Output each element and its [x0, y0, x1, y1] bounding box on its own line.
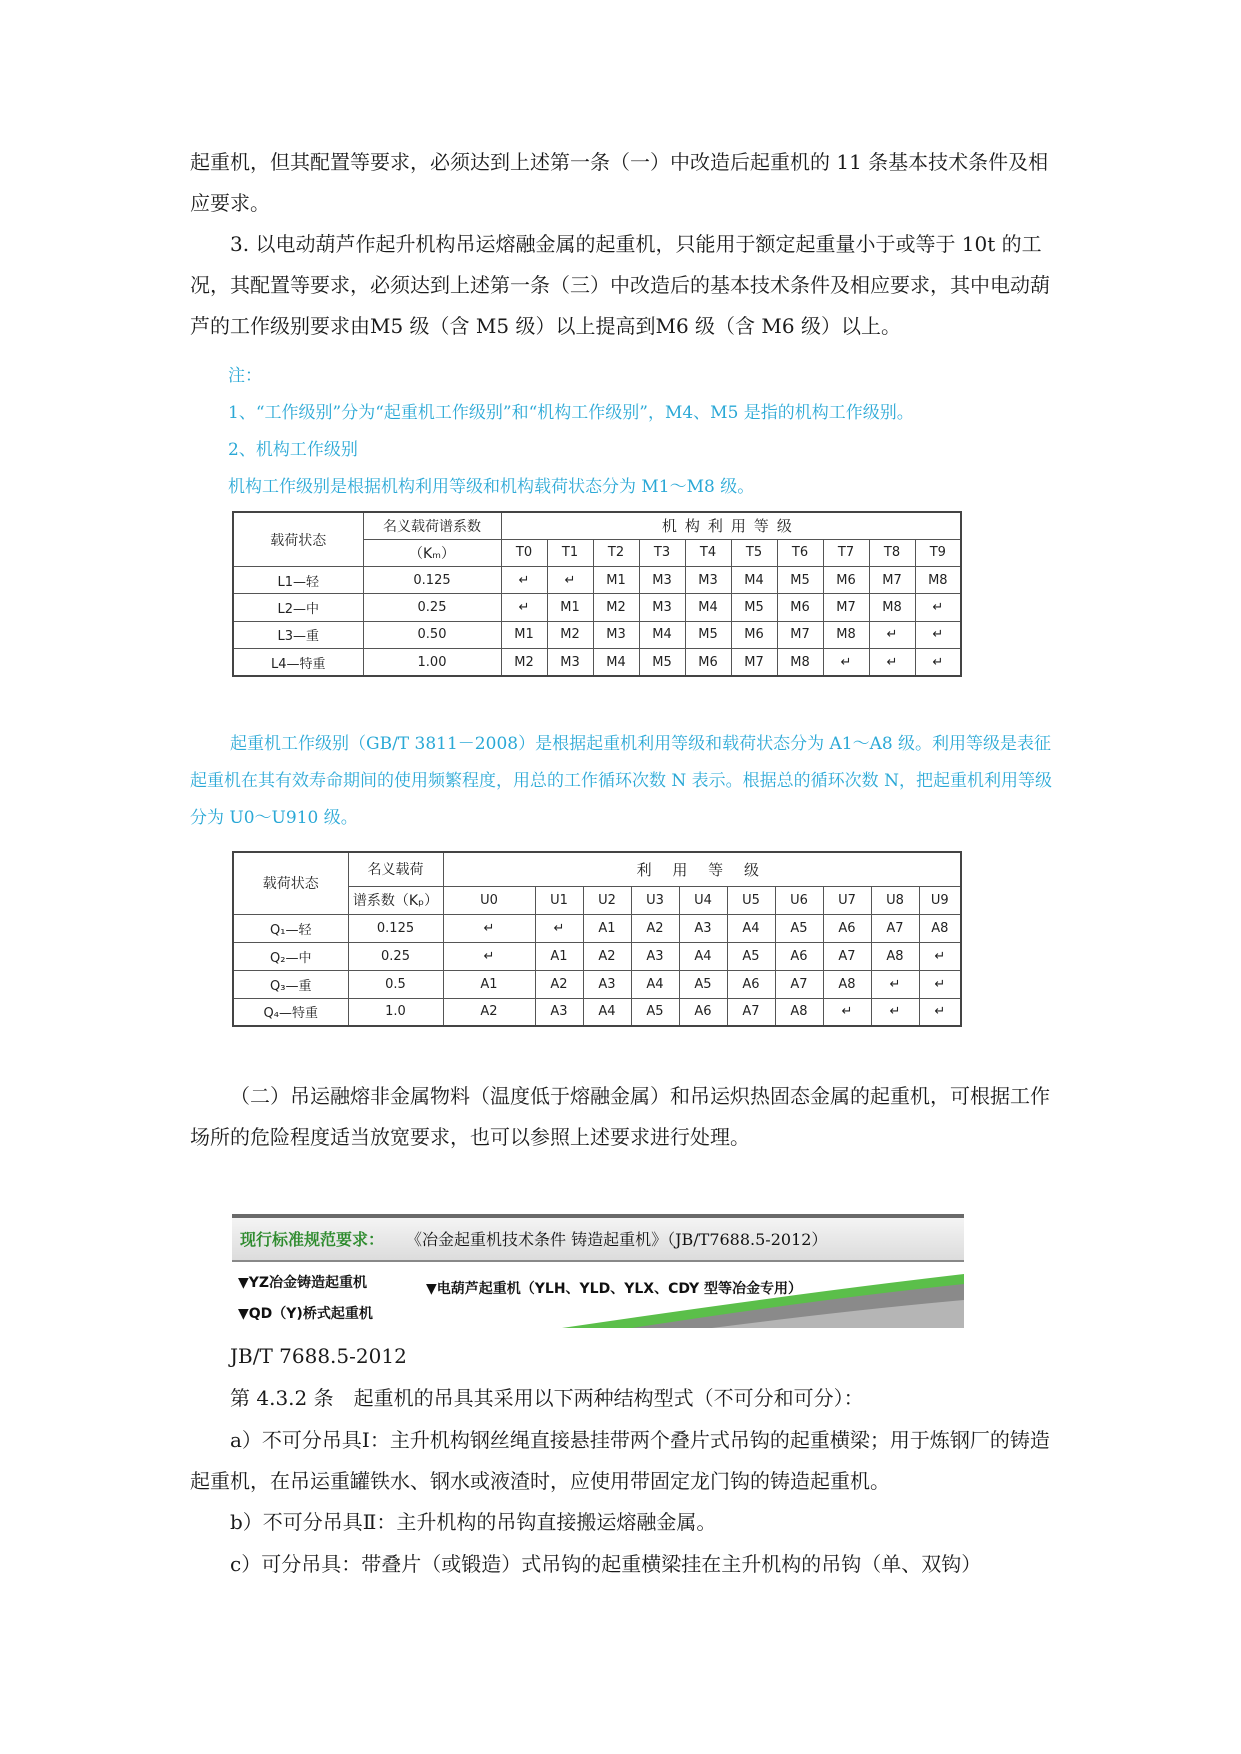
row-state: L4—特重 — [233, 649, 363, 676]
row-state: Q₃—重 — [233, 970, 348, 998]
standard-banner — [232, 1214, 964, 1328]
row-coef: 1.00 — [363, 649, 501, 676]
crane-class-text: 起重机工作级别（GB/T 3811－2008）是根据起重机利用等级和载荷状态分为 A1～A8 级。利用等级是表征起重机在其有效寿命期间的使用频繁程度，用总的工作循环次数 N 表示。根据总的循环次数 N，把起重机利用等级分为 U0～U910 级。 — [190, 734, 1052, 828]
cell: A4 — [679, 942, 727, 970]
header-coef: 名义载荷谱系数 — [363, 512, 501, 539]
cell: ↵ — [871, 970, 919, 998]
cell: A5 — [775, 914, 823, 942]
row-state: L2—中 — [233, 594, 363, 621]
paragraph-section-2: （二）吊运融熔非金属物料（温度低于熔融金属）和吊运炽热固态金属的起重机，可根据工作场所的危险程度适当放宽要求，也可以参照上述要求进行处理。 — [190, 1084, 1050, 1149]
mechanism-class-table — [232, 511, 962, 677]
cell: M8 — [869, 594, 915, 621]
banner-title: 《冶金起重机技术条件 铸造起重机》（JB/T7688.5-2012） — [406, 1230, 828, 1249]
col-header: T4 — [685, 539, 731, 566]
col-header: U0 — [443, 886, 535, 914]
header-group: 利 用 等 级 — [443, 852, 961, 886]
cell: ↵ — [869, 621, 915, 648]
cell: ↵ — [919, 942, 961, 970]
banner-title-row — [232, 1218, 964, 1262]
table-row — [233, 621, 961, 648]
col-header: U5 — [727, 886, 775, 914]
col-header: U3 — [631, 886, 679, 914]
cell: ↵ — [915, 621, 961, 648]
col-header: T5 — [731, 539, 777, 566]
cell: A7 — [727, 998, 775, 1026]
cell: ↵ — [501, 594, 547, 621]
banner-item-qd: ▼QD（Y)桥式起重机 — [238, 1306, 373, 1322]
row-coef: 0.5 — [348, 970, 443, 998]
header-coef: 名义载荷 — [348, 852, 443, 886]
row-coef: 0.125 — [363, 567, 501, 594]
row-coef: 0.50 — [363, 621, 501, 648]
cell: ↵ — [823, 998, 871, 1026]
cell: ↵ — [915, 649, 961, 676]
col-header: T2 — [593, 539, 639, 566]
cell: ↵ — [869, 649, 915, 676]
cell: A2 — [535, 970, 583, 998]
cell: ↵ — [915, 594, 961, 621]
col-header: U9 — [919, 886, 961, 914]
cell: M7 — [731, 649, 777, 676]
table-row — [233, 567, 961, 594]
banner-item-hoist: ▼电葫芦起重机（YLH、YLD、YLX、CDY 型等冶金专用） — [426, 1281, 802, 1297]
cell: M5 — [777, 567, 823, 594]
standard-number: JB/T 7688.5-2012 — [230, 1344, 407, 1368]
cell: A7 — [775, 970, 823, 998]
row-coef: 0.25 — [348, 942, 443, 970]
note-2: 2、机构工作级别 — [228, 440, 358, 460]
header-coef-unit: 谱系数（Kₚ） — [348, 886, 443, 914]
cell: A8 — [775, 998, 823, 1026]
cell: A2 — [443, 998, 535, 1026]
cell: M8 — [823, 621, 869, 648]
cell: A4 — [727, 914, 775, 942]
col-header: U8 — [871, 886, 919, 914]
cell: M6 — [685, 649, 731, 676]
cell: ↵ — [547, 567, 593, 594]
header-coef-unit: （Kₘ） — [363, 539, 501, 566]
cell: M4 — [731, 567, 777, 594]
cell: A3 — [535, 998, 583, 1026]
cell: M4 — [685, 594, 731, 621]
cell: ↵ — [501, 567, 547, 594]
cell: M5 — [731, 594, 777, 621]
table-row — [233, 998, 961, 1026]
row-state: Q₂—中 — [233, 942, 348, 970]
banner-item-yz: ▼YZ冶金铸造起重机 — [238, 1275, 368, 1291]
cell: A4 — [583, 998, 631, 1026]
col-header: U4 — [679, 886, 727, 914]
cell: M5 — [639, 649, 685, 676]
cell: A7 — [871, 914, 919, 942]
crane-class-table — [232, 851, 962, 1027]
cell: ↵ — [919, 970, 961, 998]
cell: ↵ — [443, 914, 535, 942]
header-group: 机构利用等级 — [501, 512, 961, 539]
cell: M8 — [777, 649, 823, 676]
cell: M7 — [823, 594, 869, 621]
row-state: Q₁—轻 — [233, 914, 348, 942]
clause-item-a: a）不可分吊具Ⅰ：主升机构钢丝绳直接悬挂带两个叠片式吊钩的起重横梁；用于炼钢厂的铸造起重机，在吊运重罐铁水、钢水或液渣时，应使用带固定龙门钩的铸造起重机。 — [190, 1428, 1050, 1493]
col-header: T3 — [639, 539, 685, 566]
cell: A3 — [583, 970, 631, 998]
cell: M3 — [639, 594, 685, 621]
cell: A6 — [679, 998, 727, 1026]
cell: M6 — [777, 594, 823, 621]
table-row — [233, 970, 961, 998]
row-coef: 0.25 — [363, 594, 501, 621]
cell: M1 — [593, 567, 639, 594]
cell: A3 — [679, 914, 727, 942]
col-header: T8 — [869, 539, 915, 566]
cell: M8 — [915, 567, 961, 594]
cell: M1 — [501, 621, 547, 648]
cell: M4 — [639, 621, 685, 648]
cell: A5 — [679, 970, 727, 998]
cell: A1 — [443, 970, 535, 998]
cell: A7 — [823, 942, 871, 970]
paragraph-item-3: 3. 以电动葫芦作起升机构吊运熔融金属的起重机，只能用于额定起重量小于或等于 10t 的工况，其配置等要求，必须达到上述第一条（三）中改造后的基本技术条件及相应要求，其中电动葫芦的工作级别要求由M5 级（含 M5 级）以上提高到M6 级（含 M6 级）以上。 — [190, 232, 1050, 338]
col-header: U7 — [823, 886, 871, 914]
cell: ↵ — [443, 942, 535, 970]
cell: ↵ — [871, 998, 919, 1026]
col-header: T9 — [915, 539, 961, 566]
row-coef: 0.125 — [348, 914, 443, 942]
cell: A6 — [775, 942, 823, 970]
cell: M7 — [869, 567, 915, 594]
cell: ↵ — [535, 914, 583, 942]
note-3: 机构工作级别是根据机构利用等级和机构载荷状态分为 M1～M8 级。 — [228, 477, 755, 497]
cell: A4 — [631, 970, 679, 998]
cell: A5 — [727, 942, 775, 970]
cell: A8 — [823, 970, 871, 998]
banner-label: 现行标准规范要求： — [240, 1230, 385, 1249]
cell: A5 — [631, 998, 679, 1026]
clause-item-c: c）可分吊具：带叠片（或锻造）式吊钩的起重横梁挂在主升机构的吊钩（单、双钩） — [230, 1552, 982, 1576]
col-header: U6 — [775, 886, 823, 914]
row-state: L1—轻 — [233, 567, 363, 594]
cell: A2 — [631, 914, 679, 942]
row-state: Q₄—特重 — [233, 998, 348, 1026]
note-label: 注： — [228, 366, 262, 386]
header-load-state: 载荷状态 — [233, 852, 348, 914]
table-row — [233, 594, 961, 621]
row-state: L3—重 — [233, 621, 363, 648]
col-header: U1 — [535, 886, 583, 914]
header-load-state: 载荷状态 — [233, 512, 363, 567]
cell: A8 — [919, 914, 961, 942]
paragraph-continuation: 起重机，但其配置等要求，必须达到上述第一条（一）中改造后起重机的 11 条基本技术条件及相应要求。 — [190, 150, 1049, 215]
cell: ↵ — [823, 649, 869, 676]
cell: M3 — [639, 567, 685, 594]
cell: M3 — [593, 621, 639, 648]
cell: M6 — [731, 621, 777, 648]
cell: M3 — [685, 567, 731, 594]
cell: M4 — [593, 649, 639, 676]
col-header: T0 — [501, 539, 547, 566]
col-header: T6 — [777, 539, 823, 566]
table-row — [233, 942, 961, 970]
cell: A6 — [823, 914, 871, 942]
cell: A1 — [535, 942, 583, 970]
col-header: U2 — [583, 886, 631, 914]
cell: M6 — [823, 567, 869, 594]
cell: ↵ — [919, 998, 961, 1026]
cell: M1 — [547, 594, 593, 621]
cell: M7 — [777, 621, 823, 648]
table-row — [233, 649, 961, 676]
note-1: 1、“工作级别”分为“起重机工作级别”和“机构工作级别”，M4、M5 是指的机构工作级别。 — [228, 403, 914, 423]
cell: A6 — [727, 970, 775, 998]
col-header: T1 — [547, 539, 593, 566]
cell: A1 — [583, 914, 631, 942]
row-coef: 1.0 — [348, 998, 443, 1026]
table-row — [233, 914, 961, 942]
clause-heading: 第 4.3.2 条 起重机的吊具其采用以下两种结构型式（不可分和可分）： — [230, 1386, 864, 1410]
cell: M2 — [501, 649, 547, 676]
cell: M2 — [593, 594, 639, 621]
cell: M2 — [547, 621, 593, 648]
cell: M3 — [547, 649, 593, 676]
cell: M5 — [685, 621, 731, 648]
col-header: T7 — [823, 539, 869, 566]
cell: A8 — [871, 942, 919, 970]
cell: A2 — [583, 942, 631, 970]
clause-item-b: b）不可分吊具Ⅱ：主升机构的吊钩直接搬运熔融金属。 — [230, 1510, 717, 1534]
cell: A3 — [631, 942, 679, 970]
